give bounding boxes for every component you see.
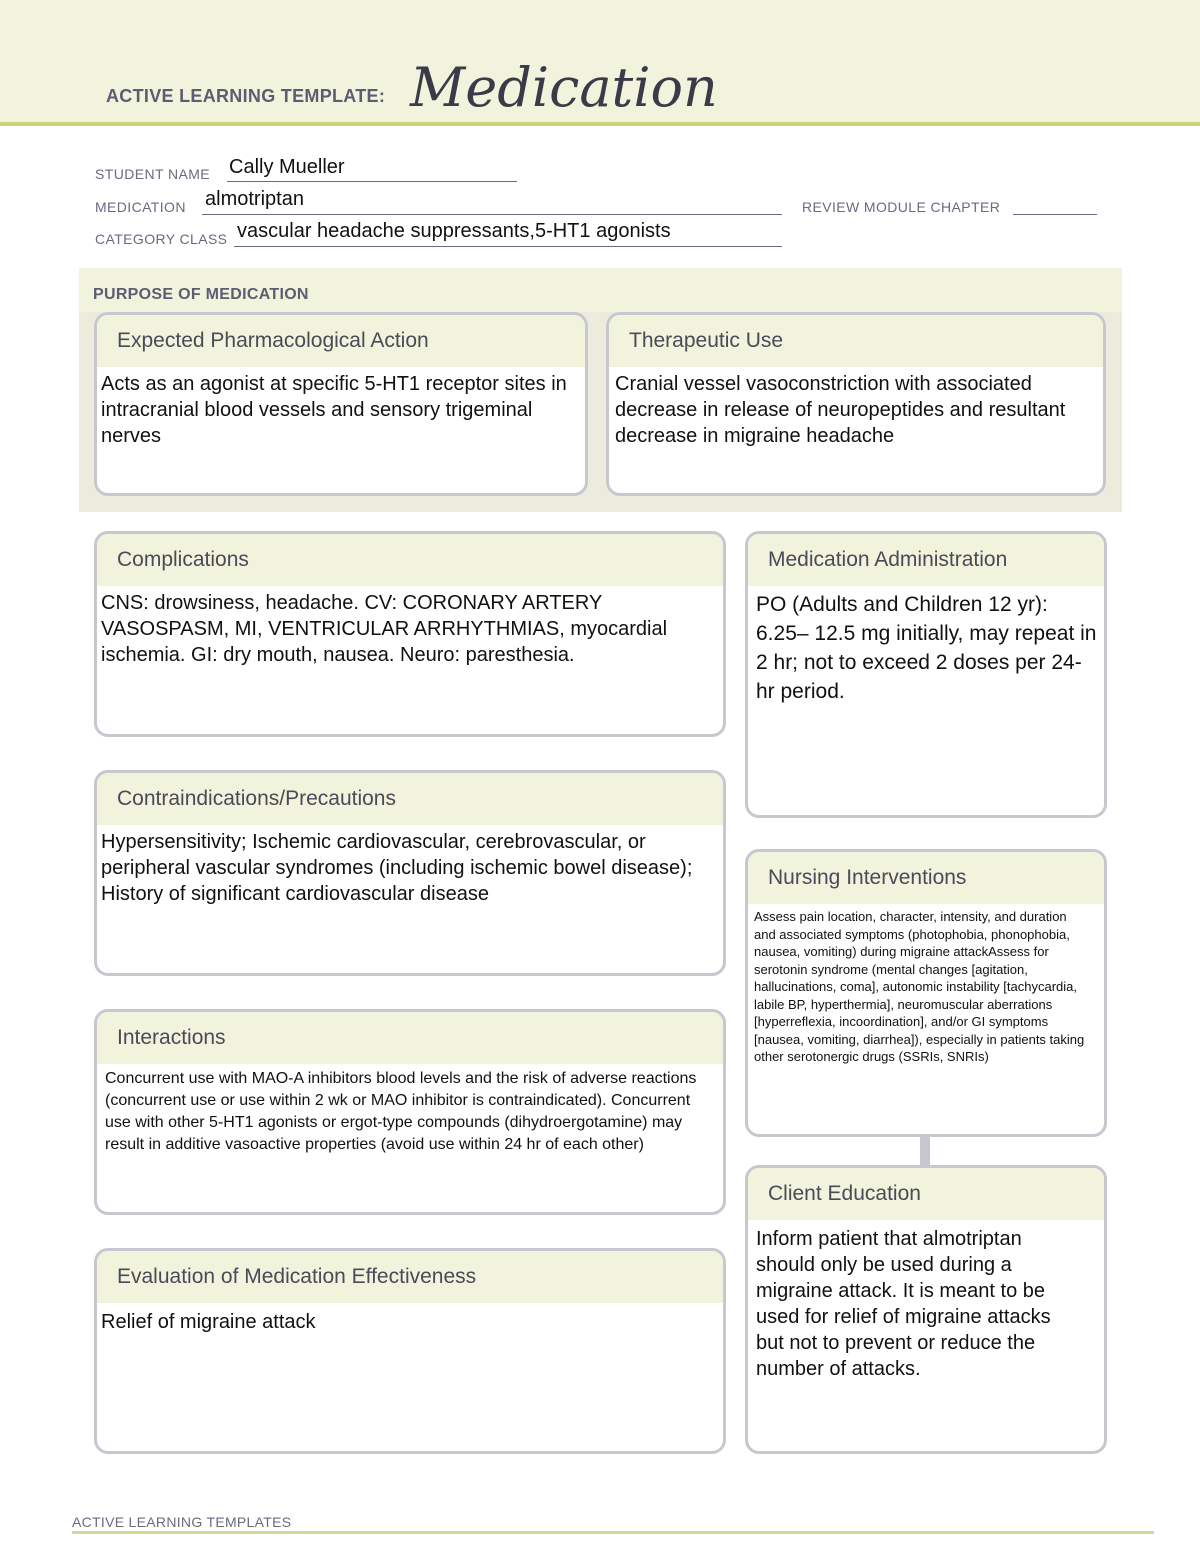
- review-module-line: [1013, 214, 1097, 215]
- box-connector: [920, 1136, 930, 1166]
- student-name-line: [227, 181, 517, 182]
- evaluation-title: Evaluation of Medication Effectiveness: [97, 1251, 723, 1303]
- contraindications-text[interactable]: Hypersensitivity; Ischemic cardiovascular, cerebrovascular, or peripheral vascular syndromes (including ischemic bowel disease); History of significant cardiovascular disease: [101, 831, 693, 905]
- administration-title: Medication Administration: [748, 534, 1104, 586]
- nursing-interventions-text[interactable]: Assess pain location, character, intensity, and duration and associated symptoms (photophobia, phonophobia, nausea, vomiting) during migraine attackAssess for serotonin syndrome (mental changes [agitation, hallucinations, coma], autonomic instability [tachycardia, labile BP, hyperthermia], neuromuscular aberrations [hyperreflexia, incoordination], and/or GI symptoms [nausea, vomiting, diarrhea]), especially in patients taking other serotonergic drugs (SSRIs, SNRIs): [754, 909, 1085, 1064]
- evaluation-box: [94, 1248, 726, 1454]
- complications-text[interactable]: CNS: drowsiness, headache. CV: CORONARY ARTERY VASOSPASM, MI, VENTRICULAR ARRHYTHMIAS, myocardial ischemia. GI: dry mouth, nausea. Neuro: paresthesia.: [101, 592, 668, 666]
- expected-action-box: [94, 312, 588, 496]
- footer-label: ACTIVE LEARNING TEMPLATES: [72, 1514, 292, 1530]
- administration-box: [745, 531, 1107, 818]
- interactions-box: [94, 1009, 726, 1215]
- footer-rule: [72, 1531, 1154, 1534]
- student-name-value[interactable]: Cally Mueller: [229, 156, 345, 178]
- client-education-box: [745, 1165, 1107, 1454]
- contraindications-box: [94, 770, 726, 976]
- header-divider: [0, 122, 1200, 126]
- therapeutic-use-box: [606, 312, 1106, 496]
- category-class-line: [234, 246, 782, 247]
- administration-text[interactable]: PO (Adults and Children 12 yr): 6.25– 12.5 mg initially, may repeat in 2 hr; not to exceed 2 doses per 24-hr period.: [756, 593, 1097, 703]
- medication-line: [202, 214, 782, 215]
- nursing-interventions-title: Nursing Interventions: [748, 852, 1104, 904]
- therapeutic-use-text[interactable]: Cranial vessel vasoconstriction with associated decrease in release of neuropeptides and resultant decrease in migraine headache: [615, 373, 1066, 447]
- contraindications-title: Contraindications/Precautions: [97, 773, 723, 825]
- client-education-text[interactable]: Inform patient that almotriptan should only be used during a migraine attack. It is meant to be used for relief of migraine attacks but not to prevent or reduce the number of attacks.: [756, 1228, 1051, 1380]
- template-label: ACTIVE LEARNING TEMPLATE:: [106, 86, 386, 106]
- complications-box: [94, 531, 726, 737]
- complications-title: Complications: [97, 534, 723, 586]
- expected-action-text[interactable]: Acts as an agonist at specific 5-HT1 receptor sites in intracranial blood vessels and sensory trigeminal nerves: [101, 373, 567, 447]
- purpose-label: PURPOSE OF MEDICATION: [93, 286, 309, 303]
- interactions-title: Interactions: [97, 1012, 723, 1064]
- medication-label: MEDICATION: [95, 199, 186, 215]
- expected-action-title: Expected Pharmacological Action: [97, 315, 585, 367]
- nursing-interventions-box: [745, 849, 1107, 1137]
- category-class-value[interactable]: vascular headache suppressants,5-HT1 agonists: [237, 220, 671, 242]
- therapeutic-use-title: Therapeutic Use: [609, 315, 1103, 367]
- student-name-label: STUDENT NAME: [95, 166, 210, 182]
- category-class-label: CATEGORY CLASS: [95, 231, 228, 247]
- interactions-text[interactable]: Concurrent use with MAO-A inhibitors blood levels and the risk of adverse reactions (concurrent use or use within 2 wk or MAO inhibitor is contraindicated). Concurrent use with other 5-HT1 agonists or ergot-type compounds (dihydroergotamine) may result in additive vasoactive properties (avoid use within 24 hr of each other): [105, 1070, 697, 1153]
- evaluation-text[interactable]: Relief of migraine attack: [101, 1311, 316, 1333]
- review-module-label: REVIEW MODULE CHAPTER: [802, 199, 1001, 215]
- medication-value[interactable]: almotriptan: [205, 188, 304, 210]
- client-education-title: Client Education: [748, 1168, 1104, 1220]
- page-title: Medication: [410, 56, 718, 119]
